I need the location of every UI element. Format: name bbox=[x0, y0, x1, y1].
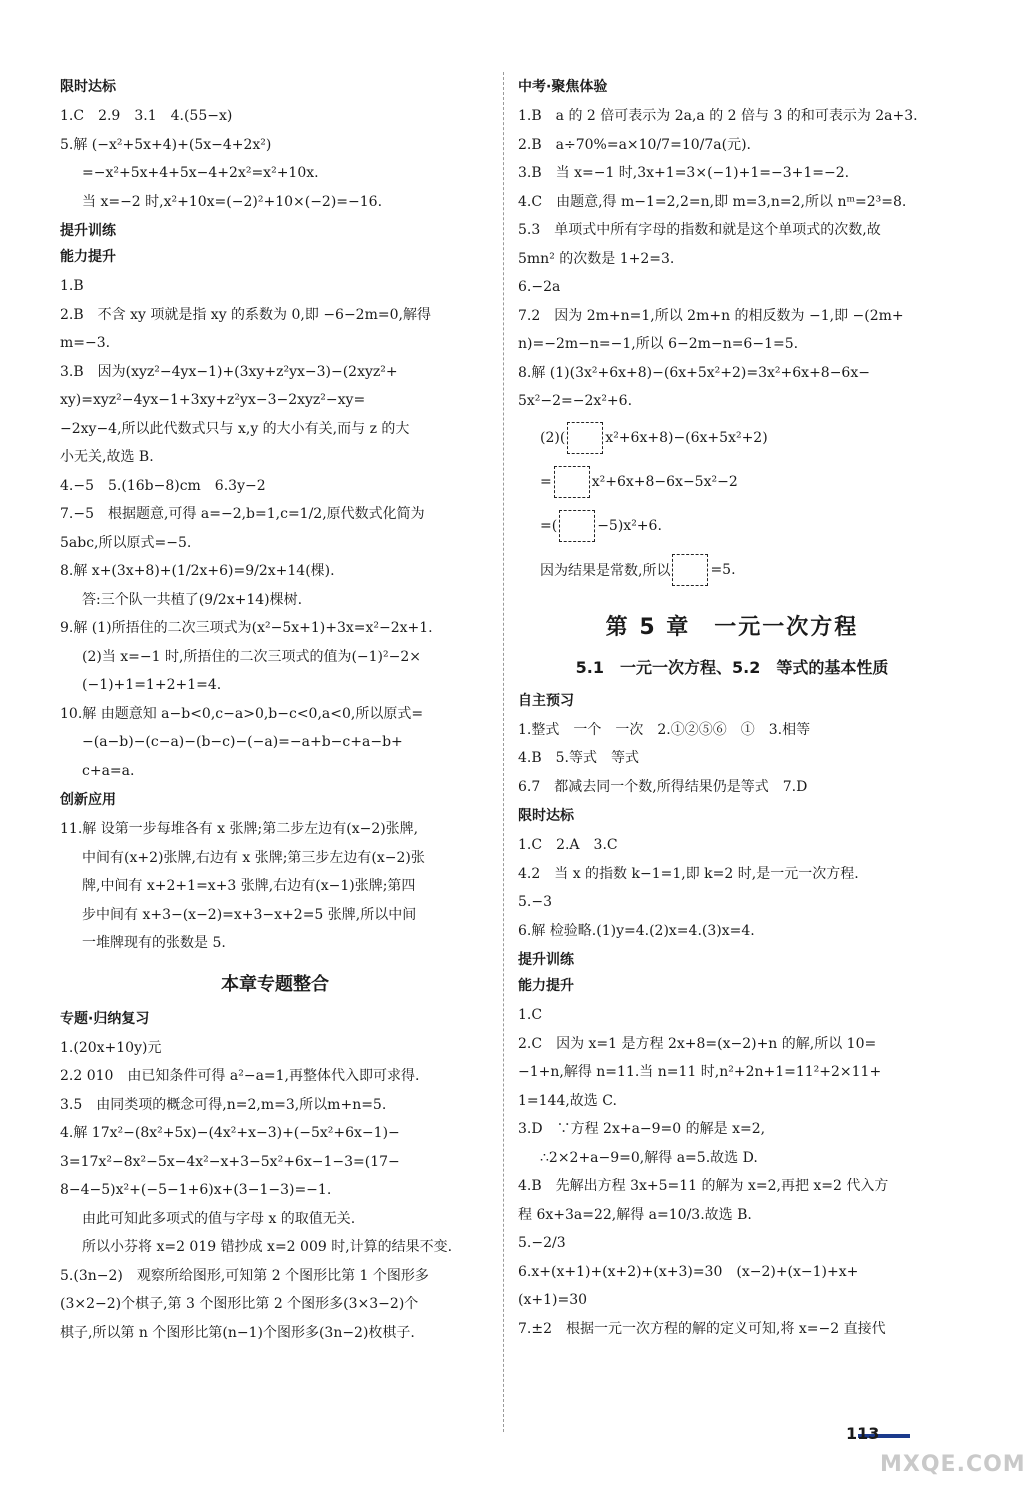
answer-line: 3.B 因为(xyz²−4yx−1)+(3xy+z²yx−3)−(2xyz²+ bbox=[60, 363, 398, 380]
subchapter-title: 5.1 一元一次方程、5.2 等式的基本性质 bbox=[575, 657, 889, 677]
answer-line: 10.解 由题意知 a−b<0,c−a>0,b−c<0,a<0,所以原式= bbox=[60, 705, 424, 722]
section-heading: 提升训练 bbox=[518, 952, 574, 968]
section-heading: 能力提升 bbox=[518, 978, 574, 994]
answer-line: 3.5 由同类项的概念可得,n=2,m=3,所以m+n=5. bbox=[60, 1096, 387, 1113]
answer-line: 5x²−2=−2x²+6. bbox=[518, 393, 633, 409]
answer-line: 5abc,所以原式=−5. bbox=[60, 534, 192, 551]
answer-line: 1.B bbox=[60, 278, 84, 294]
answer-line: 棋子,所以第 n 个图形比第(n−1)个图形多(3n−2)枚棋子. bbox=[60, 1324, 415, 1341]
blank-box bbox=[567, 422, 603, 454]
section-heading: 提升训练 bbox=[60, 223, 116, 239]
answer-line: 5.(3n−2) 观察所给图形,可知第 2 个图形比第 1 个图形多 bbox=[60, 1267, 429, 1284]
answer-line: 4.C 由题意,得 m−1=2,2=n,即 m=3,n=2,所以 nᵐ=2³=8. bbox=[518, 193, 907, 210]
answer-line: 所以小芬将 x=2 019 错抄成 x=2 009 时,计算的结果不变. bbox=[82, 1239, 453, 1255]
answer-line: 5.解 (−x²+5x+4)+(5x−4+2x²) bbox=[60, 136, 272, 153]
page-number: 113 bbox=[846, 1424, 880, 1443]
answer-line: 7.2 因为 2m+n=1,所以 2m+n 的相反数为 −1,即 −(2m+ bbox=[518, 307, 904, 324]
equation-suffix: −5)x²+6. bbox=[597, 517, 662, 534]
answer-line: 5.−2/3 bbox=[518, 1235, 566, 1251]
answer-line: 步中间有 x+3−(x−2)=x+3−x+2=5 张牌,所以中间 bbox=[82, 906, 417, 923]
answer-line: 1.C bbox=[518, 1007, 543, 1023]
answer-line: 7.−5 根据题意,可得 a=−2,b=1,c=1/2,原代数式化简为 bbox=[60, 506, 425, 522]
answer-line: 2.C 因为 x=1 是方程 2x+8=(x−2)+n 的解,所以 10= bbox=[518, 1035, 877, 1052]
answer-line: 5mn² 的次数是 1+2=3. bbox=[518, 250, 675, 267]
answer-line: 4.B 先解出方程 3x+5=11 的解为 x=2,再把 x=2 代入方 bbox=[518, 1178, 889, 1194]
answer-line: 6.−2a bbox=[518, 279, 561, 295]
answer-line: 2.B 不含 xy 项就是指 xy 的系数为 0,即 −6−2m=0,解得 bbox=[60, 306, 431, 323]
answer-line: 一堆牌现有的张数是 5. bbox=[82, 935, 226, 951]
answer-line: 4.−5 5.(16b−8)cm 6.3y−2 bbox=[60, 477, 266, 494]
answer-line: 4.B 5.等式 等式 bbox=[518, 750, 640, 766]
answer-line: 2.2 010 由已知条件可得 a²−a=1,再整体代入即可求得. bbox=[60, 1068, 420, 1084]
section-heading: 能力提升 bbox=[60, 249, 116, 265]
answer-line: 1.整式 一个 一次 2.①②⑤⑥ ① 3.相等 bbox=[518, 721, 811, 738]
answer-line: 5.−3 bbox=[518, 894, 552, 910]
section-heading: 专题·归纳复习 bbox=[60, 1010, 150, 1027]
watermark: MXQE.COM bbox=[880, 1452, 1026, 1477]
answer-line: −(a−b)−(c−a)−(b−c)−(−a)=−a+b−c+a−b+ bbox=[82, 734, 403, 750]
answer-line: m=−3. bbox=[60, 335, 111, 351]
answer-line: 3=17x²−8x²−5x−4x²−x+3−5x²+6x−1−3=(17− bbox=[60, 1153, 400, 1170]
answer-line: 3.D ∵方程 2x+a−9=0 的解是 x=2, bbox=[518, 1121, 766, 1137]
answer-line: n)=−2m−n=−1,所以 6−2m−n=6−1=5. bbox=[518, 336, 799, 352]
answer-line: (x+1)=30 bbox=[518, 1292, 588, 1308]
answer-line: (−1)+1=1+2+1=4. bbox=[82, 677, 222, 693]
answer-line: 答:三个队一共植了(9/2x+14)棵树. bbox=[82, 591, 303, 608]
equation-prefix: 因为结果是常数,所以 bbox=[540, 562, 671, 579]
answer-line: 1=144,故选 C. bbox=[518, 1092, 617, 1109]
answer-line: 6.7 都减去同一个数,所得结果仍是等式 7.D bbox=[518, 778, 808, 795]
answer-line: (3×2−2)个棋子,第 3 个图形比第 2 个图形多(3×3−2)个 bbox=[60, 1296, 419, 1312]
left-column bbox=[60, 72, 490, 1347]
equation-prefix: = bbox=[540, 473, 552, 490]
section-title: 本章专题整合 bbox=[221, 973, 329, 995]
right-column bbox=[518, 72, 946, 1343]
answer-line: 8.解 x+(3x+8)+(1/2x+6)=9/2x+14(棵). bbox=[60, 563, 335, 579]
answer-line: 7.±2 根据一元一次方程的解的定义可知,将 x=−2 直接代 bbox=[518, 1320, 886, 1337]
answer-line: 2.B a÷70%=a×10/7=10/7a(元). bbox=[518, 136, 751, 153]
answer-line: 1.B a 的 2 倍可表示为 2a,a 的 2 倍与 3 的和可表示为 2a+3. bbox=[518, 108, 918, 124]
answer-line: 3.B 当 x=−1 时,3x+1=3×(−1)+1=−3+1=−2. bbox=[518, 165, 850, 181]
boxed-equation-line bbox=[518, 548, 946, 592]
answer-line: −1+n,解得 n=11.当 n=11 时,n²+2n+1=11²+2×11+ bbox=[518, 1064, 882, 1080]
equation-suffix: x²+6x+8)−(6x+5x²+2) bbox=[605, 429, 768, 446]
answer-line: 8−4−5)x²+(−5−1+6)x+(3−1−3)=−1. bbox=[60, 1182, 332, 1198]
column-divider bbox=[503, 72, 504, 1432]
blank-box bbox=[672, 554, 708, 586]
section-heading: 限时达标 bbox=[60, 79, 116, 95]
answer-line: 5.3 单项式中所有字母的指数和就是这个单项式的次数,故 bbox=[518, 222, 881, 238]
equation-suffix: x²+6x+8−6x−5x²−2 bbox=[591, 473, 738, 490]
answer-line: 中间有(x+2)张牌,右边有 x 张牌;第三步左边有(x−2)张 bbox=[82, 849, 425, 866]
answer-line: 由此可知此多项式的值与字母 x 的取值无关. bbox=[82, 1210, 356, 1227]
section-heading: 限时达标 bbox=[518, 808, 574, 824]
answer-line: 1.C 2.9 3.1 4.(55−x) bbox=[60, 108, 233, 124]
answer-line: 6.x+(x+1)+(x+2)+(x+3)=30 (x−2)+(x−1)+x+ bbox=[518, 1263, 859, 1280]
answer-line: −2xy−4,所以此代数式只与 x,y 的大小有关,而与 z 的大 bbox=[60, 420, 410, 437]
answer-line: 1.(20x+10y)元 bbox=[60, 1039, 162, 1056]
boxed-equation-line bbox=[518, 416, 946, 460]
answer-line: 当 x=−2 时,x²+10x=(−2)²+10×(−2)=−16. bbox=[82, 193, 383, 210]
answer-line: 4.2 当 x 的指数 k−1=1,即 k=2 时,是一元一次方程. bbox=[518, 865, 859, 882]
answer-line: =−x²+5x+4+5x−4+2x²=x²+10x. bbox=[82, 165, 319, 181]
answer-line: (2)当 x=−1 时,所捂住的二次三项式的值为(−1)²−2× bbox=[82, 648, 421, 665]
boxed-equation-line bbox=[518, 460, 946, 504]
answer-line: 6.解 检验略.(1)y=4.(2)x=4.(3)x=4. bbox=[518, 922, 755, 939]
blank-box bbox=[559, 510, 595, 542]
answer-line: 小无关,故选 B. bbox=[60, 449, 154, 465]
boxed-equation-line bbox=[518, 504, 946, 548]
section-heading: 创新应用 bbox=[60, 792, 116, 808]
answer-line: 11.解 设第一步每堆各有 x 张牌;第二步左边有(x−2)张牌, bbox=[60, 821, 419, 837]
answer-line: 9.解 (1)所捂住的二次三项式为(x²−5x+1)+3x=x²−2x+1. bbox=[60, 620, 433, 636]
blank-box bbox=[554, 466, 590, 498]
answer-line: 1.C 2.A 3.C bbox=[518, 837, 618, 853]
answer-line: xy)=xyz²−4yx−1+3xy+z²yx−3−2xyz²−xy= bbox=[60, 392, 366, 408]
chapter-title: 第 5 章 一元一次方程 bbox=[605, 614, 859, 640]
answer-line: 程 6x+3a=22,解得 a=10/3.故选 B. bbox=[518, 1206, 752, 1223]
equation-suffix: =5. bbox=[710, 561, 736, 578]
answer-line: 牌,中间有 x+2+1=x+3 张牌,右边有(x−1)张牌;第四 bbox=[82, 878, 416, 894]
section-heading: 自主预习 bbox=[518, 692, 574, 709]
answer-line: 4.解 17x²−(8x²+5x)−(4x²+x−3)+(−5x²+6x−1)− bbox=[60, 1125, 400, 1141]
answer-line: 8.解 (1)(3x²+6x+8)−(6x+5x²+2)=3x²+6x+8−6x− bbox=[518, 364, 870, 381]
answer-line: ∴2×2+a−9=0,解得 a=5.故选 D. bbox=[540, 1149, 758, 1166]
equation-prefix: =( bbox=[540, 517, 558, 534]
answer-line: c+a=a. bbox=[82, 762, 135, 779]
equation-prefix: (2)( bbox=[540, 429, 566, 446]
section-heading: 中考·聚焦体验 bbox=[518, 79, 608, 95]
